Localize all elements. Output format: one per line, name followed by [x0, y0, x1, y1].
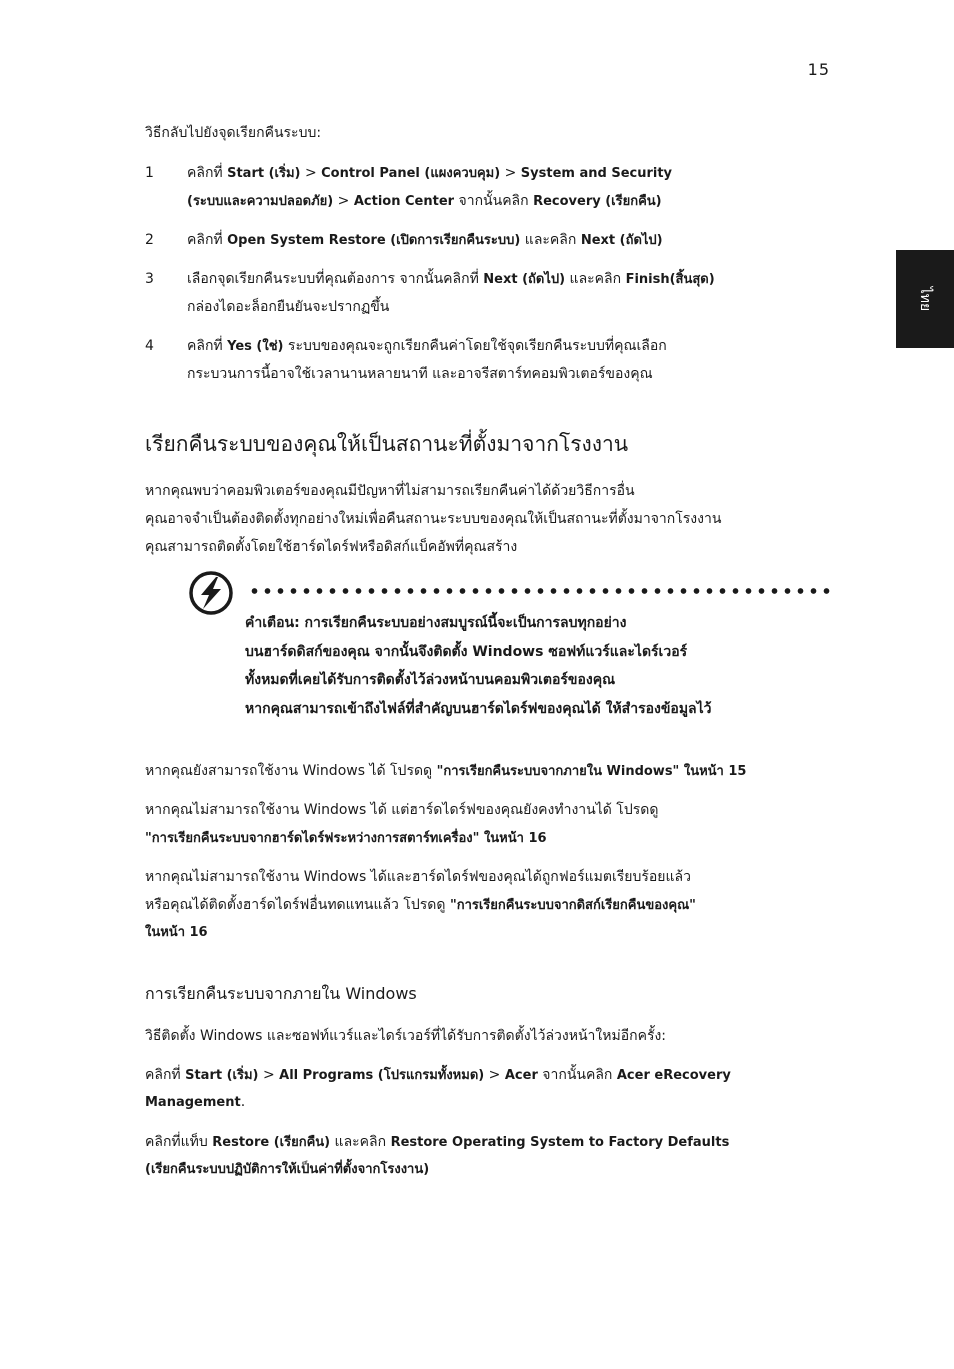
step-number: 2 — [145, 232, 154, 248]
page-number: 15 — [807, 60, 830, 79]
warning-line: คำเตือน: การเรียกคืนระบบอย่างสมบูรณ์นี้จะเป็นการลบทุกอย่าง — [245, 615, 627, 631]
language-side-tab — [896, 250, 954, 348]
section-paragraph-line: คุณสามารถติดตั้งโดยใช้ฮาร์ดไดร์ฟหรือดิสก์แบ็คอัพที่คุณสร้าง — [145, 539, 518, 555]
warning-line: บนฮาร์ดดิสก์ของคุณ จากนั้นจึงติดตั้ง Windows ซอฟท์แวร์และไดร์เวอร์ — [245, 643, 688, 660]
step-2-line-1: คลิกที่ Open System Restore (เปิดการเรียกคืนระบบ) และคลิก Next (ถัดไป) — [187, 232, 663, 248]
step-number: 1 — [145, 165, 154, 181]
section-paragraph-line: หากคุณพบว่าคอมพิวเตอร์ของคุณมีปัญหาที่ไม่สามารถเรียกคืนค่าได้ด้วยวิธีการอื่น — [145, 483, 635, 499]
reference-line: หากคุณไม่สามารถใช้งาน Windows ได้และฮาร์ดไดร์ฟของคุณได้ถูกฟอร์แมตเรียบร้อยแล้ว — [145, 869, 691, 885]
reference-line — [145, 918, 208, 947]
cross-reference-link[interactable]: "การเรียกคืนระบบจากดิสก์เรียกคืนของคุณ" — [449, 898, 696, 913]
step-1-line-2: (ระบบและความปลอดภัย) > Action Center จากนั้นคลิก Recovery (เรียกคืน) — [187, 193, 662, 209]
cross-reference-link[interactable]: ในหน้า 16 — [145, 925, 208, 940]
instruction-line: (เรียกคืนระบบปฏิบัติการให้เป็นค่าที่ตั้งจากโรงงาน) — [145, 1162, 430, 1177]
instruction-line: คลิกที่ Start (เริ่ม) > All Programs (โปรแกรมทั้งหมด) > Acer จากนั้นคลิก Acer eRecovery — [145, 1067, 731, 1083]
instruction-line: Management. — [145, 1094, 246, 1110]
subsection-heading: การเรียกคืนระบบจากภายใน Windows — [145, 984, 417, 1003]
step-number: 4 — [145, 338, 154, 354]
section-paragraph-line: คุณอาจจำเป็นต้องติดตั้งทุกอย่างใหม่เพื่อคืนสถานะระบบของคุณให้เป็นสถานะที่ตั้งมาจากโรงงาน — [145, 511, 722, 527]
intro-text: วิธีกลับไปยังจุดเรียกคืนระบบ: — [145, 125, 322, 141]
subsection-intro: วิธีติดตั้ง Windows และซอฟท์แวร์และไดร์เวอร์ที่ได้รับการติดตั้งไว้ล่วงหน้าใหม่อีกครั้ง: — [145, 1028, 667, 1044]
step-4-line-1: คลิกที่ Yes (ใช่) ระบบของคุณจะถูกเรียกคืนค่าโดยใช้จุดเรียกคืนระบบที่คุณเลือก — [187, 338, 667, 354]
warning-text — [245, 609, 712, 723]
step-3-line-2: กล่องไดอะล็อกยืนยันจะปรากฏขึ้น — [187, 299, 390, 315]
step-number: 3 — [145, 271, 154, 287]
section-heading: เรียกคืนระบบของคุณให้เป็นสถานะที่ตั้งมาจากโรงงาน — [145, 432, 629, 456]
reference-line: หากคุณไม่สามารถใช้งาน Windows ได้ แต่ฮาร์ดไดร์ฟของคุณยังคงทำงานได้ โปรดดู — [145, 802, 659, 818]
step-4-line-2: กระบวนการนี้อาจใช้เวลานานหลายนาที และอาจรีสตาร์ทคอมพิวเตอร์ของคุณ — [187, 366, 653, 382]
step-3-line-1: เลือกจุดเรียกคืนระบบที่คุณต้องการ จากนั้นคลิกที่ Next (ถัดไป) และคลิก Finish(สิ้นสุด) — [187, 271, 715, 287]
reference-line: หรือคุณได้ติดตั้งฮาร์ดไดร์ฟอื่นทดแทนแล้ว โปรดดู "การเรียกคืนระบบจากดิสก์เรียกคืนของคุณ" — [145, 897, 696, 913]
side-tab-label: ไทย — [917, 286, 933, 312]
warning-lightning-icon — [188, 570, 234, 616]
warning-line: ทั้งหมดที่เคยได้รับการติดตั้งไว้ล่วงหน้าบนคอมพิวเตอร์ของคุณ — [245, 672, 616, 688]
cross-reference-link[interactable]: "การเรียกคืนระบบจากฮาร์ดไดร์ฟระหว่างการสตาร์ทเครื่อง" ในหน้า 16 — [145, 831, 547, 846]
warning-line: หากคุณสามารถเข้าถึงไฟล์ที่สำคัญบนฮาร์ดไดร์ฟของคุณได้ ให้สำรองข้อมูลไว้ — [245, 700, 712, 717]
warning-dotted-rule — [248, 588, 832, 594]
instruction-line: คลิกที่แท็บ Restore (เรียกคืน) และคลิก Restore Operating System to Factory Defaults — [145, 1134, 730, 1150]
step-1-line-1: คลิกที่ Start (เริ่ม) > Control Panel (แผงควบคุม) > System and Security — [187, 165, 673, 181]
reference-line — [145, 824, 547, 853]
cross-reference-link[interactable]: "การเรียกคืนระบบจากภายใน Windows" ในหน้า 15 — [436, 764, 747, 779]
reference-line-windows: หากคุณยังสามารถใช้งาน Windows ได้ โปรดดู "การเรียกคืนระบบจากภายใน Windows" ในหน้า 15 — [145, 763, 747, 779]
